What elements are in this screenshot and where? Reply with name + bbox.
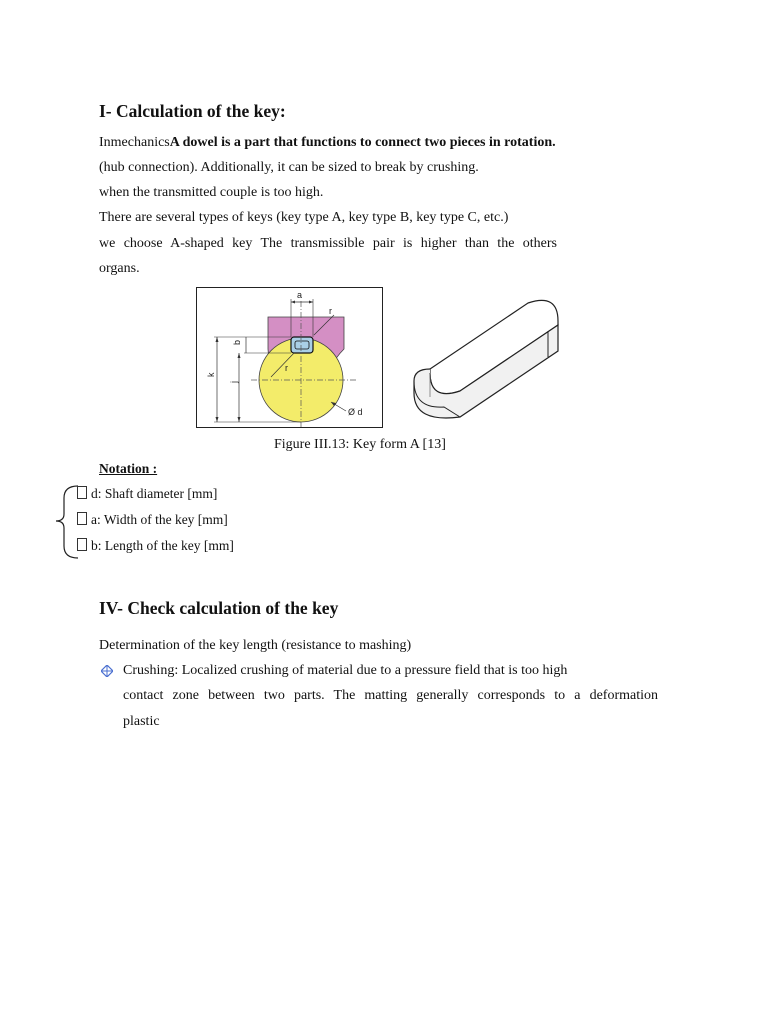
figure-caption: Figure III.13: Key form A [13] [274, 437, 446, 452]
notation-item-1-text: d: Shaft diameter [mm] [91, 486, 218, 501]
notation-item-3 [77, 538, 234, 554]
diamond-bullet-icon [101, 664, 113, 682]
notation-item-3-text: b: Length of the key [mm] [91, 538, 234, 553]
notation-title: Notation : [99, 461, 158, 476]
paragraph-line-6: organs. [99, 261, 140, 276]
bullet-line-1: Crushing: Localized crushing of material due to a pressure field that is too high [123, 663, 568, 678]
bullet-line-3: plastic [123, 714, 160, 729]
section-4-heading-text: Check calculation of the key [122, 598, 339, 618]
paragraph-line-5: we choose A-shaped key The transmissible pair is higher than the others [99, 236, 557, 251]
bullet-line-2: contact zone between two parts. The matting generally corresponds to a deformation [123, 688, 658, 703]
line1-bold: A dowel is a part that functions to connect two pieces in rotation. [169, 135, 556, 150]
label-b: b [232, 339, 242, 345]
section-4-heading [99, 598, 338, 619]
section-1-heading-text: Calculation of the key: [111, 101, 286, 121]
notation-item-1 [77, 486, 217, 502]
paragraph-line-4: There are several types of keys (key type A, key type B, key type C, etc.) [99, 210, 509, 225]
key-drawing-svg [196, 287, 383, 428]
notation-item-2 [77, 512, 228, 528]
label-k: k [206, 372, 216, 377]
label-j: j [229, 381, 239, 383]
line1-normal: Inmechanics [99, 135, 170, 150]
label-r: r [329, 306, 332, 316]
label-a: a [297, 290, 303, 300]
key-3d-illustration [410, 297, 565, 422]
section-1-heading-prefix: I- [99, 101, 112, 121]
checkbox-glyph-icon [77, 512, 87, 525]
key-shape [291, 337, 313, 353]
notation-item-2-text: a: Width of the key [mm] [91, 512, 228, 527]
checkbox-glyph-icon [77, 538, 87, 551]
section-4-heading-prefix: IV- [99, 598, 123, 618]
label-d: Ø d [348, 407, 363, 417]
key-3d-svg [410, 297, 565, 422]
key-technical-drawing [196, 287, 383, 428]
checkbox-glyph-icon [77, 486, 87, 499]
section-1-heading [99, 101, 286, 122]
paragraph-line-1 [99, 134, 556, 152]
label-r2: r [285, 363, 288, 373]
paragraph-line-2: (hub connection). Additionally, it can be sized to break by crushing. [99, 160, 479, 175]
section-4-intro: Determination of the key length (resistance to mashing) [99, 638, 412, 653]
paragraph-line-3: when the transmitted couple is too high. [99, 185, 324, 200]
